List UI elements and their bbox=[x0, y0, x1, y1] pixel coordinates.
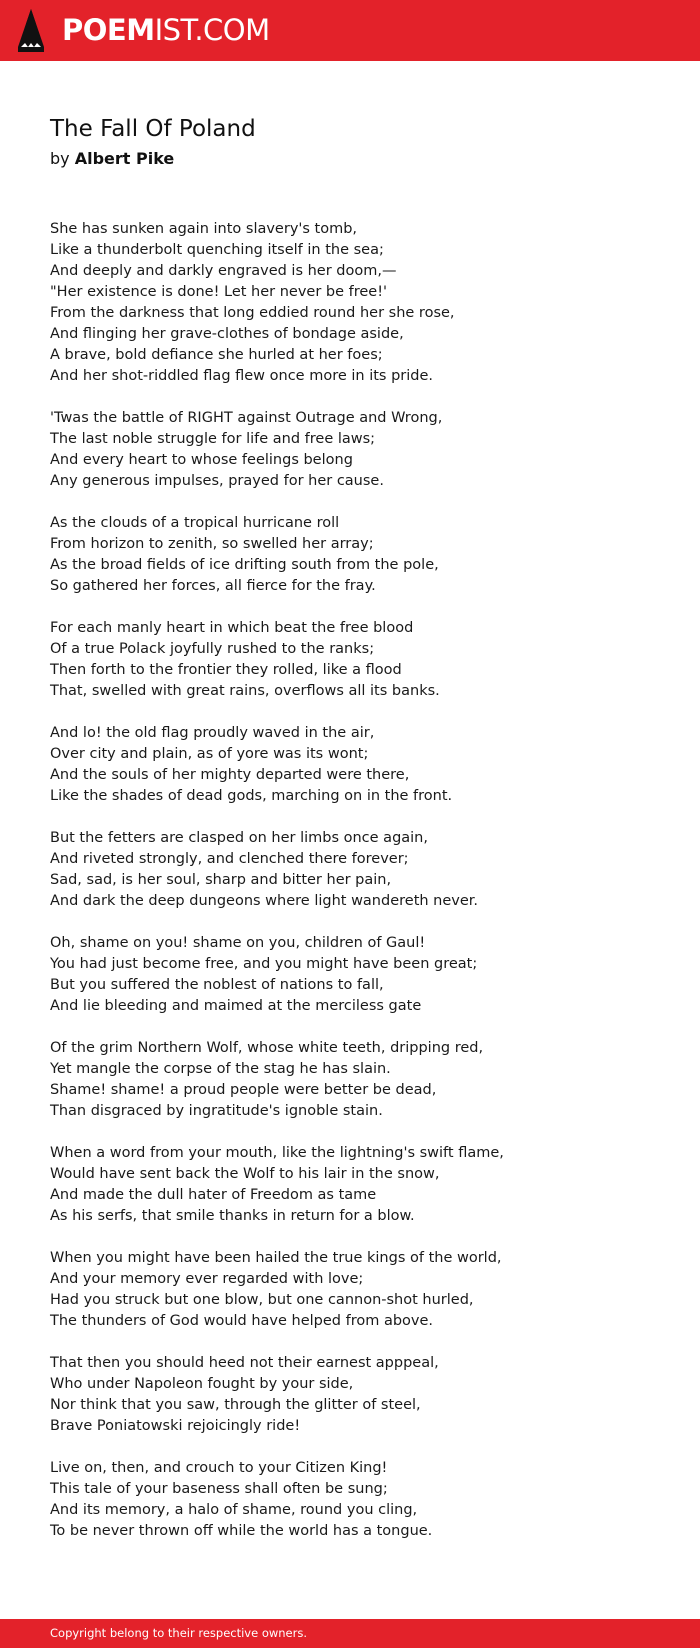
poem-line: As the broad fields of ice drifting south from the pole, bbox=[50, 557, 439, 573]
poem-line: And the souls of her mighty departed were there, bbox=[50, 767, 410, 783]
poem-line: A brave, bold defiance she hurled at her foes; bbox=[50, 347, 383, 363]
poem-line: This tale of your baseness shall often be sung; bbox=[50, 1481, 388, 1497]
poem-line: The thunders of God would have helped from above. bbox=[50, 1313, 434, 1329]
poem-line: Sad, sad, is her soul, sharp and bitter her pain, bbox=[50, 872, 392, 888]
poem-stanza bbox=[50, 618, 670, 702]
poem-line: When you might have been hailed the true kings of the world, bbox=[50, 1250, 502, 1266]
poem-line: Brave Poniatowski rejoicingly ride! bbox=[50, 1418, 301, 1434]
poem-line: Yet mangle the corpse of the stag he has slain. bbox=[50, 1061, 391, 1077]
poem-stanza bbox=[50, 723, 670, 807]
author-name[interactable]: Albert Pike bbox=[74, 149, 175, 168]
poem-line: But the fetters are clasped on her limbs once again, bbox=[50, 830, 428, 846]
poem-line: Than disgraced by ingratitude's ignoble stain. bbox=[50, 1103, 383, 1119]
poem-line: And dark the deep dungeons where light wandereth never. bbox=[50, 893, 479, 909]
poem-line: Had you struck but one blow, but one cannon-shot hurled, bbox=[50, 1292, 474, 1308]
poem-stanza bbox=[50, 1353, 670, 1437]
poem-line: To be never thrown off while the world has a tongue. bbox=[50, 1523, 433, 1539]
poem-line: Who under Napoleon fought by your side, bbox=[50, 1376, 354, 1392]
poem-line: Of a true Polack joyfully rushed to the ranks; bbox=[50, 641, 375, 657]
poem-stanza bbox=[50, 1248, 670, 1332]
poem-stanza bbox=[50, 408, 670, 492]
poem-line: And its memory, a halo of shame, round you cling, bbox=[50, 1502, 418, 1518]
poem-line: Any generous impulses, prayed for her cause. bbox=[50, 473, 384, 489]
poem-line: Of the grim Northern Wolf, whose white teeth, dripping red, bbox=[50, 1040, 484, 1056]
poem-line: From horizon to zenith, so swelled her array; bbox=[50, 536, 374, 552]
poem-line: Would have sent back the Wolf to his lair in the snow, bbox=[50, 1166, 440, 1182]
pencil-tip-icon[interactable] bbox=[17, 9, 45, 52]
site-footer bbox=[0, 1619, 700, 1648]
poem-line: And riveted strongly, and clenched there forever; bbox=[50, 851, 409, 867]
site-header bbox=[0, 0, 700, 61]
poem-line: And her shot-riddled flag flew once more in its pride. bbox=[50, 368, 434, 384]
poem-line: And lie bleeding and maimed at the merciless gate bbox=[50, 998, 422, 1014]
poem-line: That then you should heed not their earnest apppeal, bbox=[50, 1355, 439, 1371]
poem-stanza bbox=[50, 1038, 670, 1122]
poem-line: 'Twas the battle of RIGHT against Outrage and Wrong, bbox=[50, 410, 443, 426]
poem-line: And lo! the old flag proudly waved in the air, bbox=[50, 725, 375, 741]
poem-stanza bbox=[50, 1458, 670, 1542]
poem-line: You had just become free, and you might have been great; bbox=[50, 956, 478, 972]
poem-line: Like a thunderbolt quenching itself in the sea; bbox=[50, 242, 384, 258]
poem-byline bbox=[50, 148, 174, 170]
poem-stanza bbox=[50, 219, 670, 387]
logo-strong-text: POEM bbox=[62, 13, 155, 47]
poem-line: From the darkness that long eddied round her she rose, bbox=[50, 305, 455, 321]
poem-body bbox=[50, 219, 670, 1563]
poem-line: And flinging her grave-clothes of bondage aside, bbox=[50, 326, 404, 342]
poem-line: But you suffered the noblest of nations to fall, bbox=[50, 977, 384, 993]
poem-line: Oh, shame on you! shame on you, children of Gaul! bbox=[50, 935, 426, 951]
poem-line: And your memory ever regarded with love; bbox=[50, 1271, 364, 1287]
poem-line: Live on, then, and crouch to your Citizen King! bbox=[50, 1460, 388, 1476]
poem-stanza bbox=[50, 933, 670, 1017]
poem-line: That, swelled with great rains, overflows all its banks. bbox=[50, 683, 440, 699]
poem-line: As the clouds of a tropical hurricane roll bbox=[50, 515, 340, 531]
poem-line: Over city and plain, as of yore was its wont; bbox=[50, 746, 369, 762]
poem-line: "Her existence is done! Let her never be free!' bbox=[50, 284, 388, 300]
poem-line: She has sunken again into slavery's tomb, bbox=[50, 221, 358, 237]
poem-line: So gathered her forces, all fierce for the fray. bbox=[50, 578, 376, 594]
poem-line: For each manly heart in which beat the free blood bbox=[50, 620, 414, 636]
by-label: by bbox=[50, 149, 70, 168]
poem-line: Shame! shame! a proud people were better be dead, bbox=[50, 1082, 437, 1098]
poem-line: And made the dull hater of Freedom as tame bbox=[50, 1187, 377, 1203]
poem-line: As his serfs, that smile thanks in return for a blow. bbox=[50, 1208, 415, 1224]
copyright-text: Copyright belong to their respective owners. bbox=[50, 1626, 308, 1640]
poem-title: The Fall Of Poland bbox=[50, 116, 256, 142]
site-logo[interactable] bbox=[62, 12, 270, 48]
poem-line: Nor think that you saw, through the glitter of steel, bbox=[50, 1397, 421, 1413]
poem-stanza bbox=[50, 1143, 670, 1227]
logo-light-text: IST.COM bbox=[154, 13, 270, 47]
poem-stanza bbox=[50, 513, 670, 597]
poem-line: When a word from your mouth, like the lightning's swift flame, bbox=[50, 1145, 504, 1161]
poem-stanza bbox=[50, 828, 670, 912]
poem-line: And deeply and darkly engraved is her doom,— bbox=[50, 263, 397, 279]
poem-line: The last noble struggle for life and free laws; bbox=[50, 431, 376, 447]
poem-line: And every heart to whose feelings belong bbox=[50, 452, 353, 468]
poem-line: Then forth to the frontier they rolled, like a flood bbox=[50, 662, 402, 678]
poem-line: Like the shades of dead gods, marching on in the front. bbox=[50, 788, 453, 804]
